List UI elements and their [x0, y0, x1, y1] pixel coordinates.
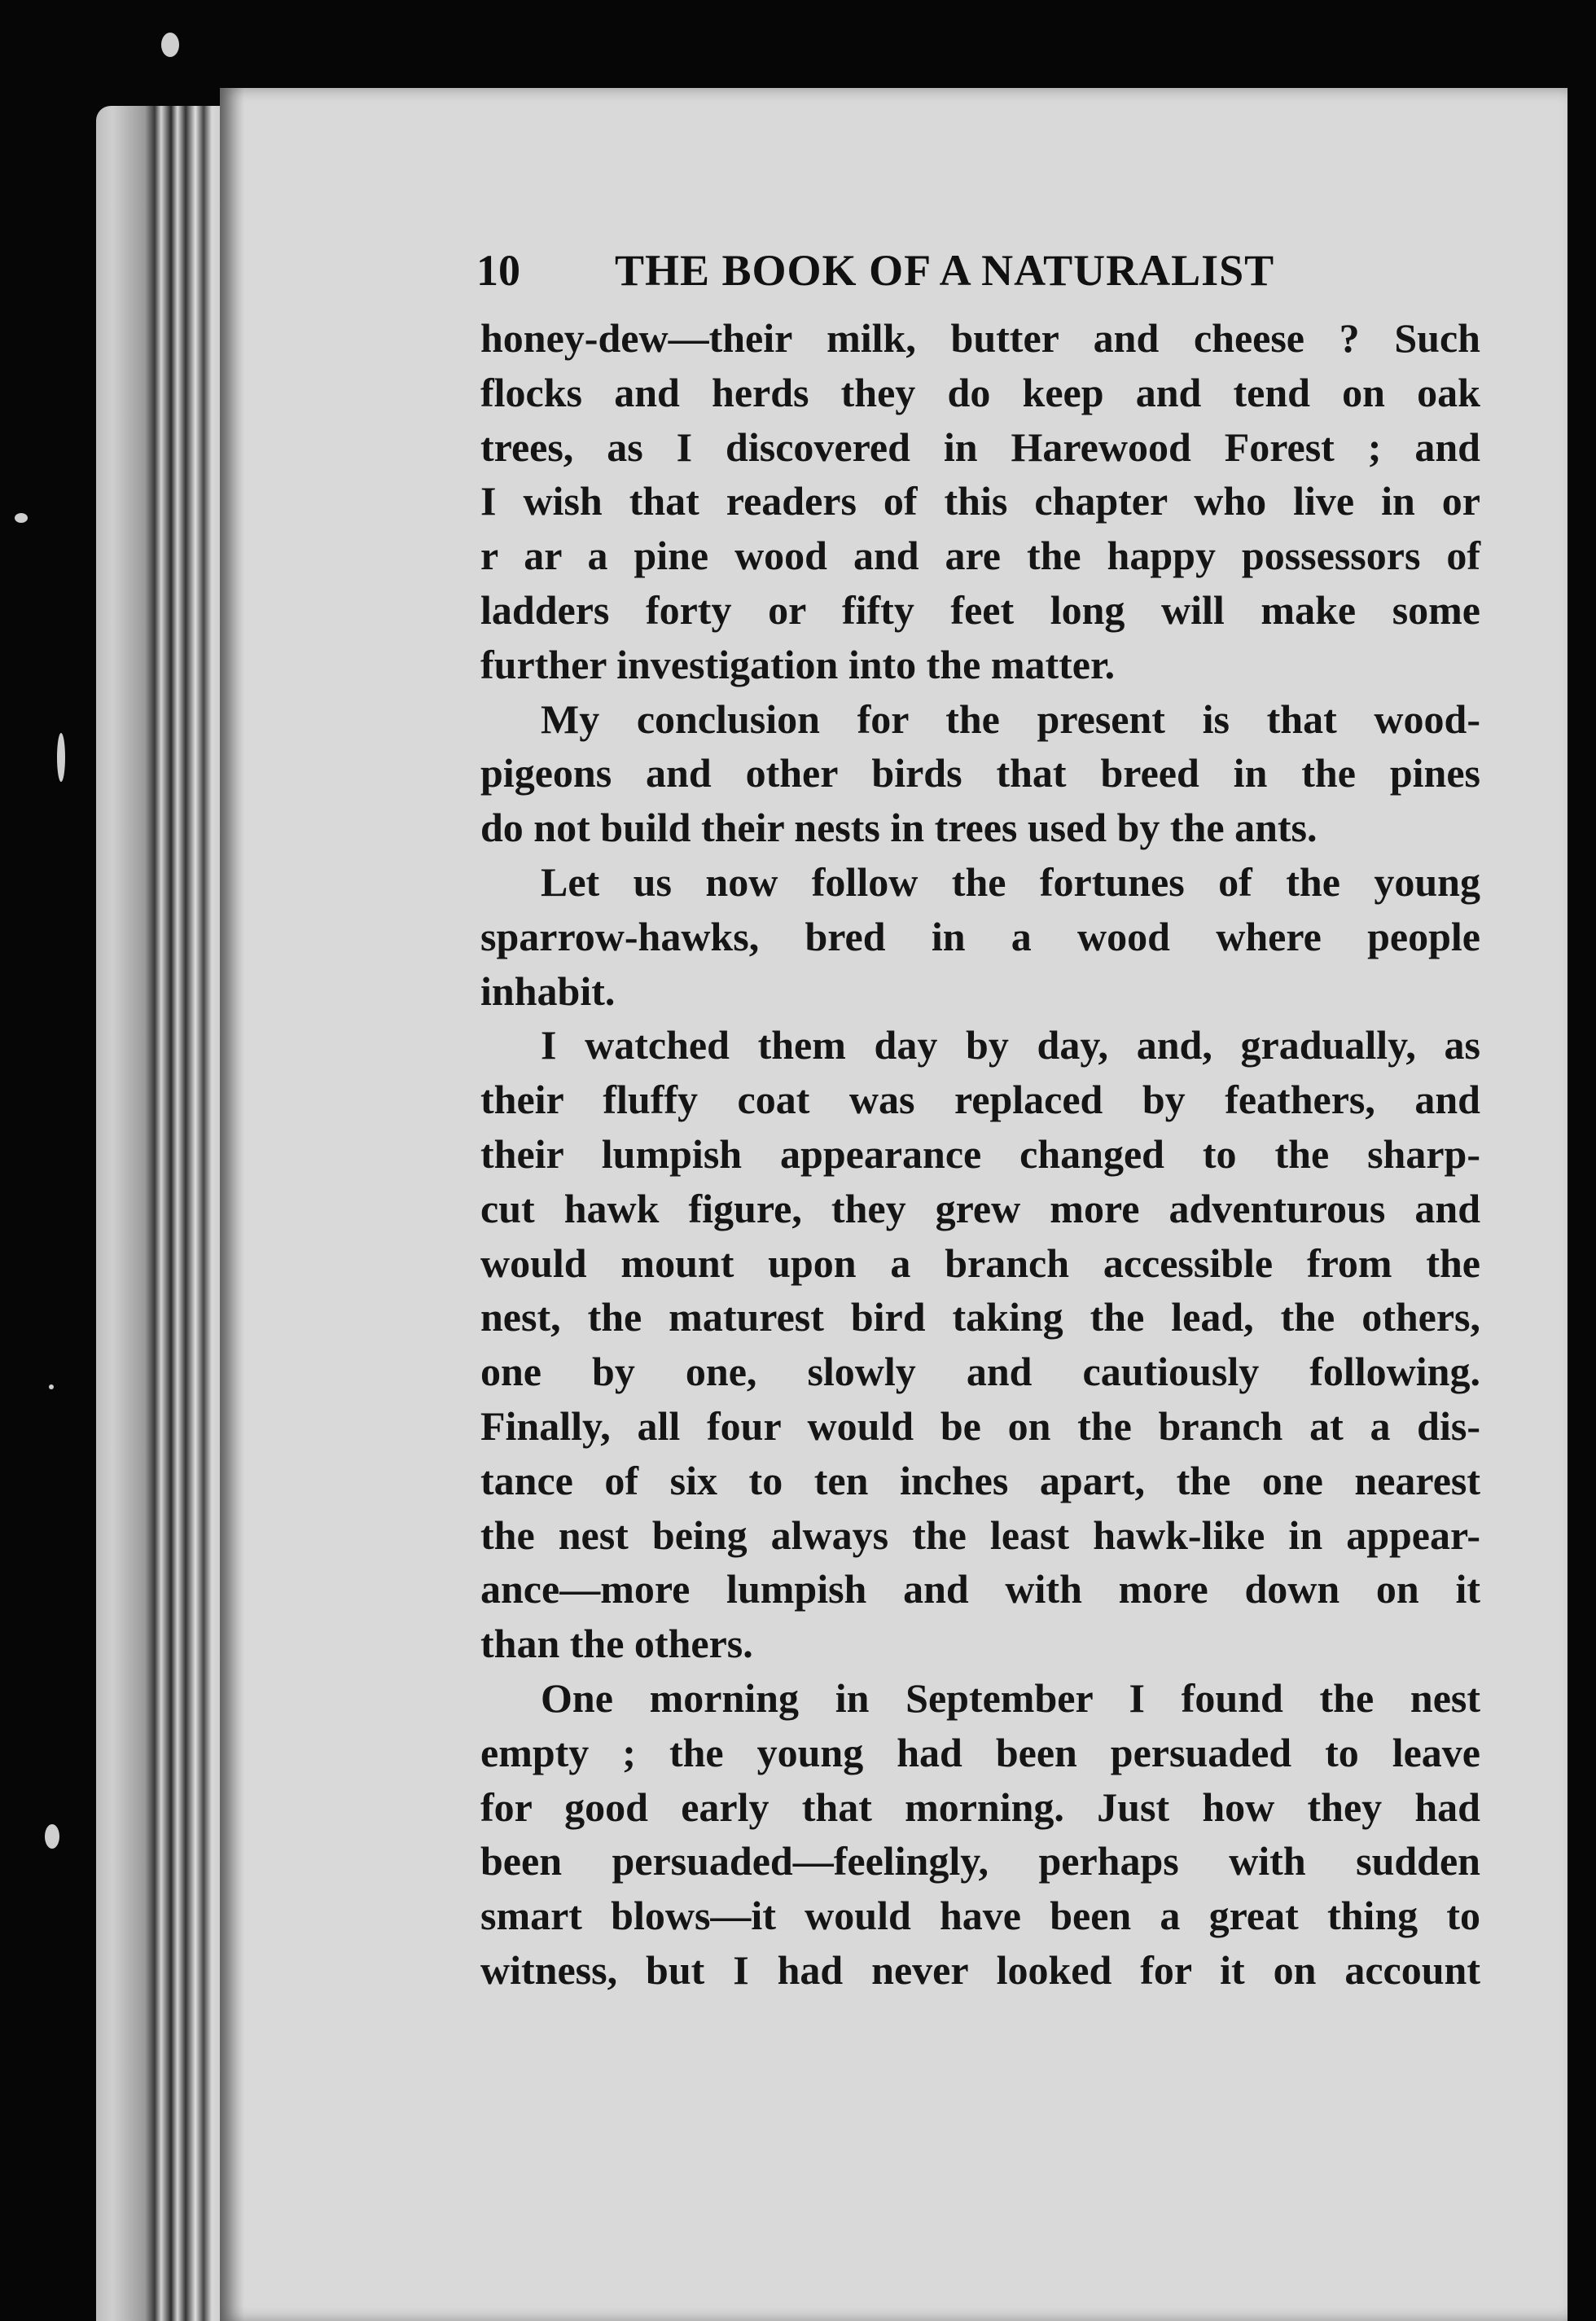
- text-line: r ar a pine wood and are the happy possessors of: [480, 533, 1480, 579]
- text-line: do not build their nests in trees used by the ants.: [480, 805, 1318, 851]
- text-line: Let us now follow the fortunes of the young: [541, 858, 1480, 905]
- text-line: One morning in September I found the nest: [541, 1674, 1480, 1721]
- text-line: inhabit.: [480, 967, 616, 1014]
- paragraph-3: [480, 855, 1480, 1018]
- body-text: [480, 311, 1480, 1998]
- text-line: I watched them day by day, and, gradually, as: [541, 1022, 1480, 1068]
- scan-speck: [45, 1824, 59, 1849]
- text-line: trees, as I discovered in Harewood Forest ; and: [480, 423, 1480, 470]
- scan-speck: [57, 733, 65, 782]
- text-line: than the others.: [480, 1621, 753, 1667]
- book-page-edges: [96, 106, 226, 2321]
- text-line: the nest being always the least hawk-like in appear-: [480, 1512, 1480, 1558]
- paragraph-4: [480, 1018, 1480, 1671]
- text-line: witness, but I had never looked for it on account: [480, 1946, 1480, 1993]
- paragraph-1: [480, 311, 1480, 692]
- paragraph-5: [480, 1671, 1480, 1998]
- text-line: for good early that morning. Just how they had: [480, 1784, 1480, 1830]
- text-line: nest, the maturest bird taking the lead, the others,: [480, 1294, 1480, 1340]
- text-line: been persuaded—feelingly, perhaps with sudden: [480, 1838, 1480, 1884]
- page-number: 10: [476, 246, 520, 295]
- page-header: [476, 238, 1478, 303]
- scan-speck: [49, 1384, 54, 1389]
- text-line: flocks and herds they do keep and tend on oak: [480, 369, 1480, 415]
- text-line: honey-dew—their milk, butter and cheese ? Such: [480, 315, 1480, 361]
- text-line: their fluffy coat was replaced by feathers, and: [480, 1077, 1480, 1123]
- text-line: ladders forty or fifty feet long will make some: [480, 586, 1480, 633]
- text-line: sparrow-hawks, bred in a wood where people: [480, 913, 1480, 959]
- page-gutter-shadow: [220, 88, 244, 2321]
- text-line: would mount upon a branch accessible from the: [480, 1239, 1480, 1286]
- text-line: their lumpish appearance changed to the sharp-: [480, 1130, 1480, 1177]
- running-title: THE BOOK OF A NATURALIST: [615, 246, 1275, 295]
- text-line: smart blows—it would have been a great thing to: [480, 1893, 1480, 1939]
- text-line: I wish that readers of this chapter who live in or: [480, 478, 1480, 524]
- scan-speck: [15, 513, 28, 523]
- text-line: My conclusion for the present is that wood-: [541, 695, 1480, 742]
- text-line: further investigation into the matter.: [480, 641, 1116, 687]
- text-line: one by one, slowly and cautiously following.: [480, 1349, 1480, 1395]
- text-line: Finally, all four would be on the branch at a dis-: [480, 1402, 1480, 1449]
- scan-speck: [161, 33, 179, 57]
- paragraph-2: [480, 692, 1480, 855]
- text-line: empty ; the young had been persuaded to leave: [480, 1729, 1480, 1775]
- text-line: tance of six to ten inches apart, the one nearest: [480, 1457, 1480, 1503]
- text-line: cut hawk figure, they grew more adventurous and: [480, 1185, 1480, 1231]
- text-line: pigeons and other birds that breed in the pines: [480, 750, 1480, 796]
- text-line: ance—more lumpish and with more down on it: [480, 1566, 1480, 1612]
